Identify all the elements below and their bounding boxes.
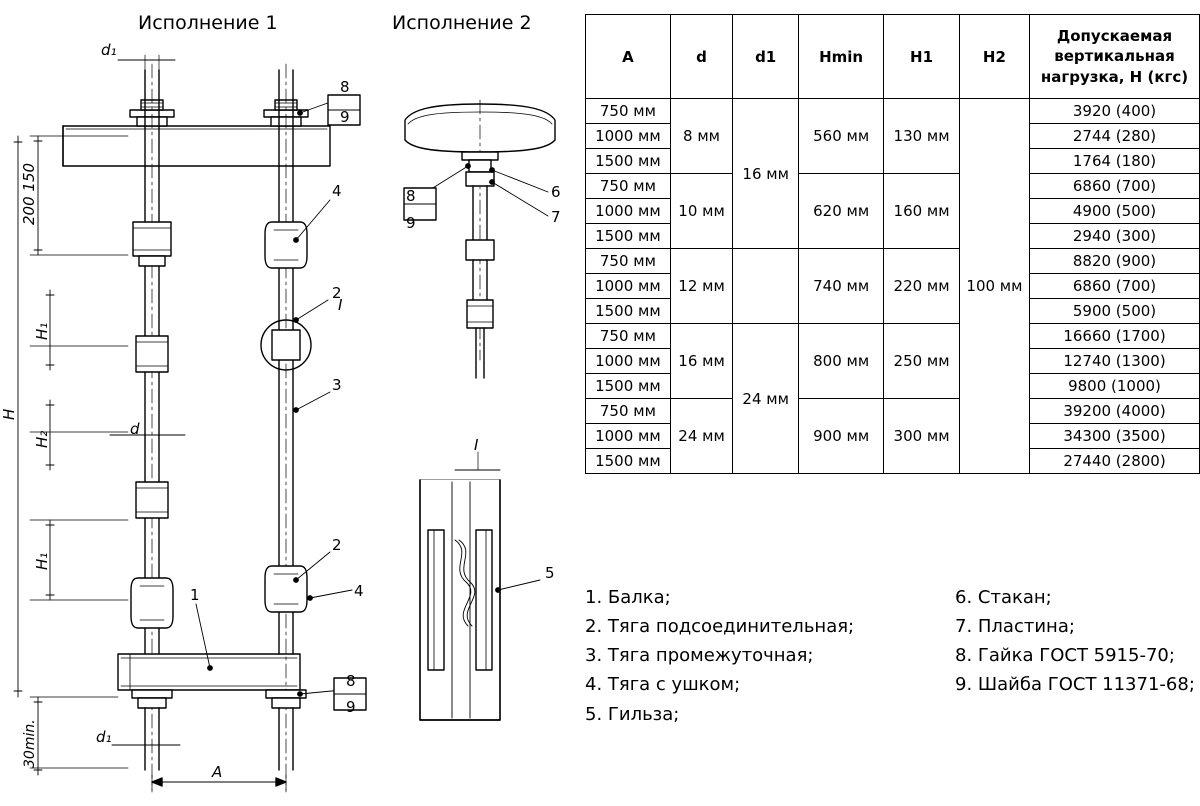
specification-table (585, 14, 1200, 474)
legend-item-8: 8. Гайка ГОСТ 5915-70; (955, 645, 1175, 667)
header-a: A (586, 15, 671, 99)
callout-2-upper: 2 (332, 284, 342, 302)
legend-item-7: 7. Пластина; (955, 616, 1075, 638)
cell-d: 10 мм (670, 174, 733, 249)
header-hmin: Hmin (799, 15, 884, 99)
header-load-line-2: вертикальная (1054, 47, 1175, 66)
header-h1: H1 (884, 15, 960, 99)
header-d: d (670, 15, 733, 99)
label-H1-lower: H₁ (33, 552, 51, 570)
cell-a: 750 мм (586, 99, 671, 124)
callout-4-upper: 4 (332, 182, 342, 200)
variant-2-title: Исполнение 2 (392, 12, 532, 34)
cell-a: 1000 мм (586, 124, 671, 149)
cell-load: 4900 (500) (1030, 199, 1200, 224)
callout-9-top: 9 (340, 108, 350, 126)
legend-item-2: 2. Тяга подсоединительная; (585, 616, 855, 638)
cell-h1: 300 мм (884, 399, 960, 474)
legend-column-right (955, 583, 1195, 729)
variant-1-title: Исполнение 1 (138, 12, 278, 34)
cell-a: 1500 мм (586, 224, 671, 249)
legend-item-5: 5. Гильза; (585, 703, 680, 725)
legend-item-4: 4. Тяга с ушком; (585, 674, 741, 696)
cell-load: 5900 (500) (1030, 299, 1200, 324)
callout-7-v2: 7 (551, 208, 561, 226)
callout-8-top: 8 (340, 78, 350, 96)
legend-item-3: 3. Тяга промежуточная; (585, 645, 814, 667)
cell-h1: 220 мм (884, 249, 960, 324)
legend-item-1: 1. Балка; (585, 587, 671, 608)
header-load-line-3: нагрузка, Н (кгс) (1040, 67, 1189, 86)
cell-h1: 160 мм (884, 174, 960, 249)
cell-a: 1500 мм (586, 449, 671, 474)
section-mark-top: I (338, 296, 343, 314)
cell-a: 1000 мм (586, 424, 671, 449)
label-H2: H₂ (33, 430, 51, 448)
cell-load: 3920 (400) (1030, 99, 1200, 124)
cell-d1: 16 мм (733, 99, 799, 249)
cell-a: 1000 мм (586, 199, 671, 224)
cell-a: 1000 мм (586, 349, 671, 374)
legend-column-left (585, 583, 915, 729)
cell-hmin: 800 мм (799, 324, 884, 399)
cell-load: 6860 (700) (1030, 174, 1200, 199)
cell-hmin: 740 мм (799, 249, 884, 324)
cell-load: 16660 (1700) (1030, 324, 1200, 349)
cell-load: 8820 (900) (1030, 249, 1200, 274)
cell-load: 9800 (1000) (1030, 374, 1200, 399)
table-row (586, 399, 1200, 424)
cell-a: 750 мм (586, 399, 671, 424)
cell-a: 1500 мм (586, 374, 671, 399)
legend-item-9: 9. Шайба ГОСТ 11371-68; (955, 674, 1195, 696)
callout-3: 3 (332, 376, 342, 394)
callout-8-v2: 8 (406, 187, 416, 205)
cell-load: 2744 (280) (1030, 124, 1200, 149)
cell-d: 8 мм (670, 99, 733, 174)
label-H1-upper: H₁ (33, 322, 51, 340)
header-allowable-load (1030, 15, 1200, 99)
callout-6-v2: 6 (551, 183, 561, 201)
label-d1-top: d₁ (101, 41, 117, 59)
label-200-150: 200 150 (20, 162, 38, 225)
cell-d: 12 мм (670, 249, 733, 324)
table-row (586, 174, 1200, 199)
cell-load: 34300 (3500) (1030, 424, 1200, 449)
cell-d: 24 мм (670, 399, 733, 474)
label-A: A (212, 763, 223, 781)
cell-load: 1764 (180) (1030, 149, 1200, 174)
label-d: d (130, 420, 140, 438)
cell-a: 750 мм (586, 174, 671, 199)
cell-a: 1000 мм (586, 274, 671, 299)
cell-load: 2940 (300) (1030, 224, 1200, 249)
callout-5-v2: 5 (545, 564, 555, 582)
label-H: H (0, 408, 18, 420)
callout-4-lower: 4 (354, 582, 364, 600)
cell-h1: 130 мм (884, 99, 960, 174)
table-row (586, 99, 1200, 124)
cell-h2: 100 мм (959, 99, 1029, 474)
header-load-line-1: Допускаемая (1056, 27, 1173, 46)
legend-item-6: 6. Стакан; (955, 587, 1052, 608)
cell-a: 750 мм (586, 249, 671, 274)
parts-legend (585, 583, 1195, 729)
callout-9-v2: 9 (406, 214, 416, 232)
cell-a: 1500 мм (586, 299, 671, 324)
callout-1: 1 (190, 586, 200, 604)
cell-hmin: 900 мм (799, 399, 884, 474)
cell-load: 12740 (1300) (1030, 349, 1200, 374)
header-h2: H2 (959, 15, 1029, 99)
table-header-row (586, 15, 1200, 99)
section-mark-bottom: I (474, 436, 479, 454)
cell-load: 39200 (4000) (1030, 399, 1200, 424)
header-d1: d1 (733, 15, 799, 99)
technical-drawing (0, 0, 590, 806)
cell-load: 27440 (2800) (1030, 449, 1200, 474)
cell-h1: 250 мм (884, 324, 960, 399)
table-row (586, 249, 1200, 274)
cell-a: 1500 мм (586, 149, 671, 174)
callout-8-bottom: 8 (346, 672, 356, 690)
cell-a: 750 мм (586, 324, 671, 349)
cell-hmin: 620 мм (799, 174, 884, 249)
callout-9-bottom: 9 (346, 698, 356, 716)
cell-d1: 24 мм (733, 324, 799, 474)
table-row (586, 324, 1200, 349)
cell-d: 16 мм (670, 324, 733, 399)
cell-d1-blank (733, 249, 799, 324)
label-30-min: 30min. (22, 719, 38, 768)
cell-load: 6860 (700) (1030, 274, 1200, 299)
cell-hmin: 560 мм (799, 99, 884, 174)
callout-2-lower: 2 (332, 536, 342, 554)
label-d1-bottom: d₁ (96, 728, 112, 746)
